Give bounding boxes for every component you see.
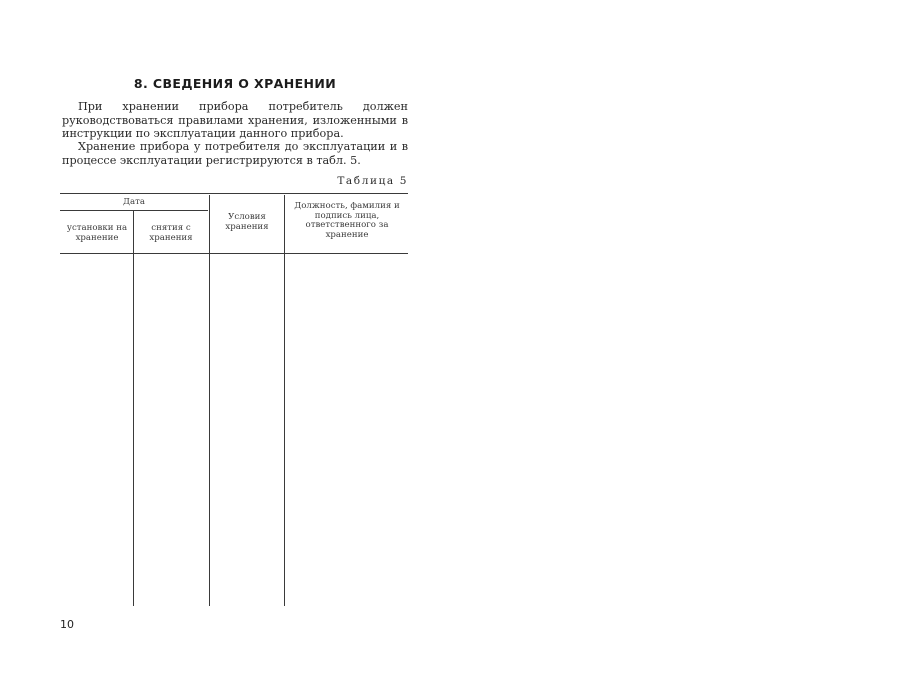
header-removed: снятия с хранения xyxy=(149,223,193,243)
page-number: 10 xyxy=(60,618,74,631)
table-top-rule xyxy=(60,193,408,194)
paragraph-storage-rules: При хранении прибора потребитель должен руководствоваться правилами хранения, изложенными в инструкции по эксплуатации данного прибора. xyxy=(62,100,408,141)
header-installed: установки на хранение xyxy=(66,223,128,243)
header-bottom-rule xyxy=(60,253,408,254)
header-date: Дата xyxy=(123,197,145,207)
column-divider-1 xyxy=(133,210,134,606)
header-conditions: Условия хранения xyxy=(225,212,269,232)
table-label: Таблица 5 xyxy=(337,175,408,187)
column-divider-2 xyxy=(209,195,210,606)
date-group-rule xyxy=(60,210,208,211)
header-responsible: Должность, фамилия и подпись лица, ответственного за хранение xyxy=(294,201,400,240)
paragraph-storage-registration: Хранение прибора у потребителя до эксплуатации и в процессе эксплуатации регистрируются в табл. 5. xyxy=(62,140,408,167)
section-title: 8. СВЕДЕНИЯ О ХРАНЕНИИ xyxy=(133,76,337,91)
column-divider-3 xyxy=(284,195,285,606)
